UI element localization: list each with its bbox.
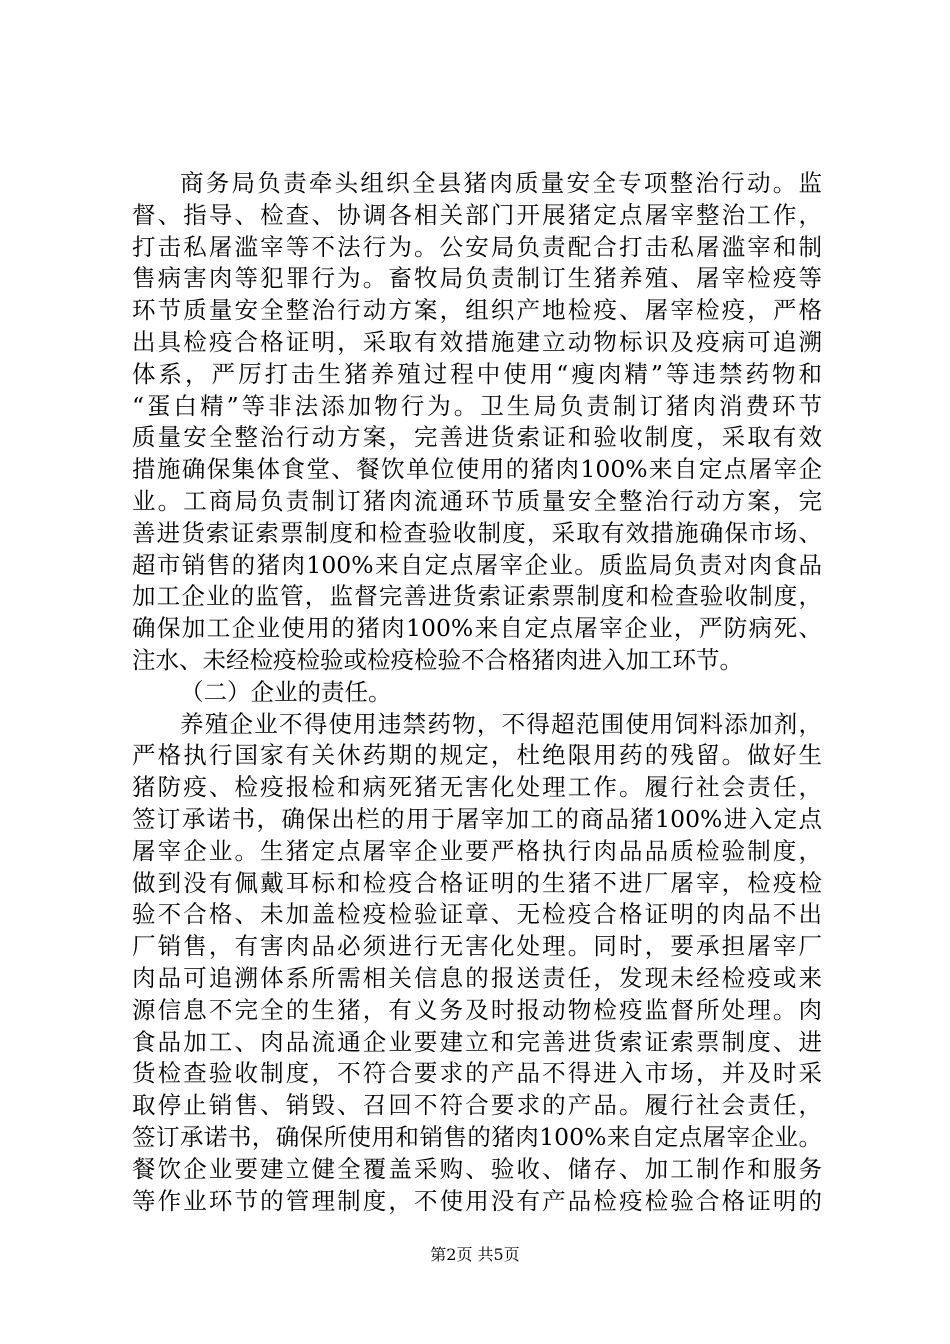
text-line: 签订承诺书，确保出栏的用于屠宰加工的商品猪100%进入定点: [132, 804, 822, 833]
text-line: 等作业环节的管理制度，不使用没有产品检疫检验合格证明的: [132, 1186, 822, 1215]
paragraph-enterprise-duties: [132, 709, 822, 1218]
text-line: 严格执行国家有关休药期的规定，杜绝限用药的残留。做好生: [132, 741, 822, 770]
text-line: 加工企业的监管，监督完善进货索证索票制度和检查验收制度，: [132, 582, 822, 611]
text-line: 环节质量安全整治行动方案，组织产地检疫、屠宰检疫，严格: [132, 296, 822, 325]
text-line: 餐饮企业要建立健全覆盖采购、验收、储存、加工制作和服务: [132, 1154, 822, 1183]
text-line: 食品加工、肉品流通企业要建立和完善进货索证索票制度、进: [132, 1027, 822, 1056]
text-line: 源信息不完全的生猪，有义务及时报动物检疫监督所处理。肉: [132, 995, 822, 1024]
text-line: 出具检疫合格证明，采取有效措施建立动物标识及疫病可追溯: [132, 327, 822, 356]
page-footer: 第2页 共5页: [430, 1245, 520, 1264]
text-line: 养殖企业不得使用违禁药物，不得超范围使用饲料添加剂，: [180, 709, 822, 738]
section-heading: （二）企业的责任。: [180, 677, 392, 706]
text-line: 货检查验收制度，不符合要求的产品不得进入市场，并及时采: [132, 1059, 822, 1088]
text-line: 售病害肉等犯罪行为。畜牧局负责制订生猪养殖、屠宰检疫等: [132, 264, 822, 293]
text-line: 超市销售的猪肉100%来自定点屠宰企业。质监局负责对肉食品: [132, 550, 822, 579]
text-line: 验不合格、未加盖检疫检验证章、无检疫合格证明的肉品不出: [132, 900, 822, 929]
text-line: 督、指导、检查、协调各相关部门开展猪定点屠宰整治工作，: [132, 200, 822, 229]
text-line: 做到没有佩戴耳标和检疫合格证明的生猪不进厂屠宰，检疫检: [132, 868, 822, 897]
text-line: 肉品可追溯体系所需相关信息的报送责任，发现未经检疫或来: [132, 963, 822, 992]
text-line: 体系，严厉打击生猪养殖过程中使用“瘦肉精”等违禁药物和: [132, 359, 822, 388]
text-line: 打击私屠滥宰等不法行为。公安局负责配合打击私屠滥宰和制: [132, 232, 822, 261]
text-line: 善进货索证索票制度和检查验收制度，采取有效措施确保市场、: [132, 518, 822, 547]
text-line: 措施确保集体食堂、餐饮单位使用的猪肉100%来自定点屠宰企: [132, 455, 822, 484]
paragraph-commerce-bureau: [132, 168, 822, 677]
text-line: 业。工商局负责制订猪肉流通环节质量安全整治行动方案，完: [132, 486, 822, 515]
text-line: 厂销售，有害肉品必须进行无害化处理。同时，要承担屠宰厂: [132, 932, 822, 961]
text-line: 质量安全整治行动方案，完善进货索证和验收制度，采取有效: [132, 423, 822, 452]
text-line: 签订承诺书，确保所使用和销售的猪肉100%来自定点屠宰企业。: [132, 1122, 822, 1151]
document-body: [132, 168, 822, 1217]
text-line: 注水、未经检疫检验或检疫检验不合格猪肉进入加工环节。: [132, 645, 743, 674]
text-line: 确保加工企业使用的猪肉100%来自定点屠宰企业，严防病死、: [132, 614, 822, 643]
text-line: 猪防疫、检疫报检和病死猪无害化处理工作。履行社会责任，: [132, 773, 822, 802]
text-line: 屠宰企业。生猪定点屠宰企业要严格执行肉品品质检验制度，: [132, 836, 822, 865]
text-line: “蛋白精”等非法添加物行为。卫生局负责制订猪肉消费环节: [132, 391, 822, 420]
section-heading-enterprise-responsibility: [132, 677, 822, 709]
text-line: 取停止销售、销毁、召回不符合要求的产品。履行社会责任，: [132, 1091, 822, 1120]
text-line: 商务局负责牵头组织全县猪肉质量安全专项整治行动。监: [180, 169, 822, 197]
